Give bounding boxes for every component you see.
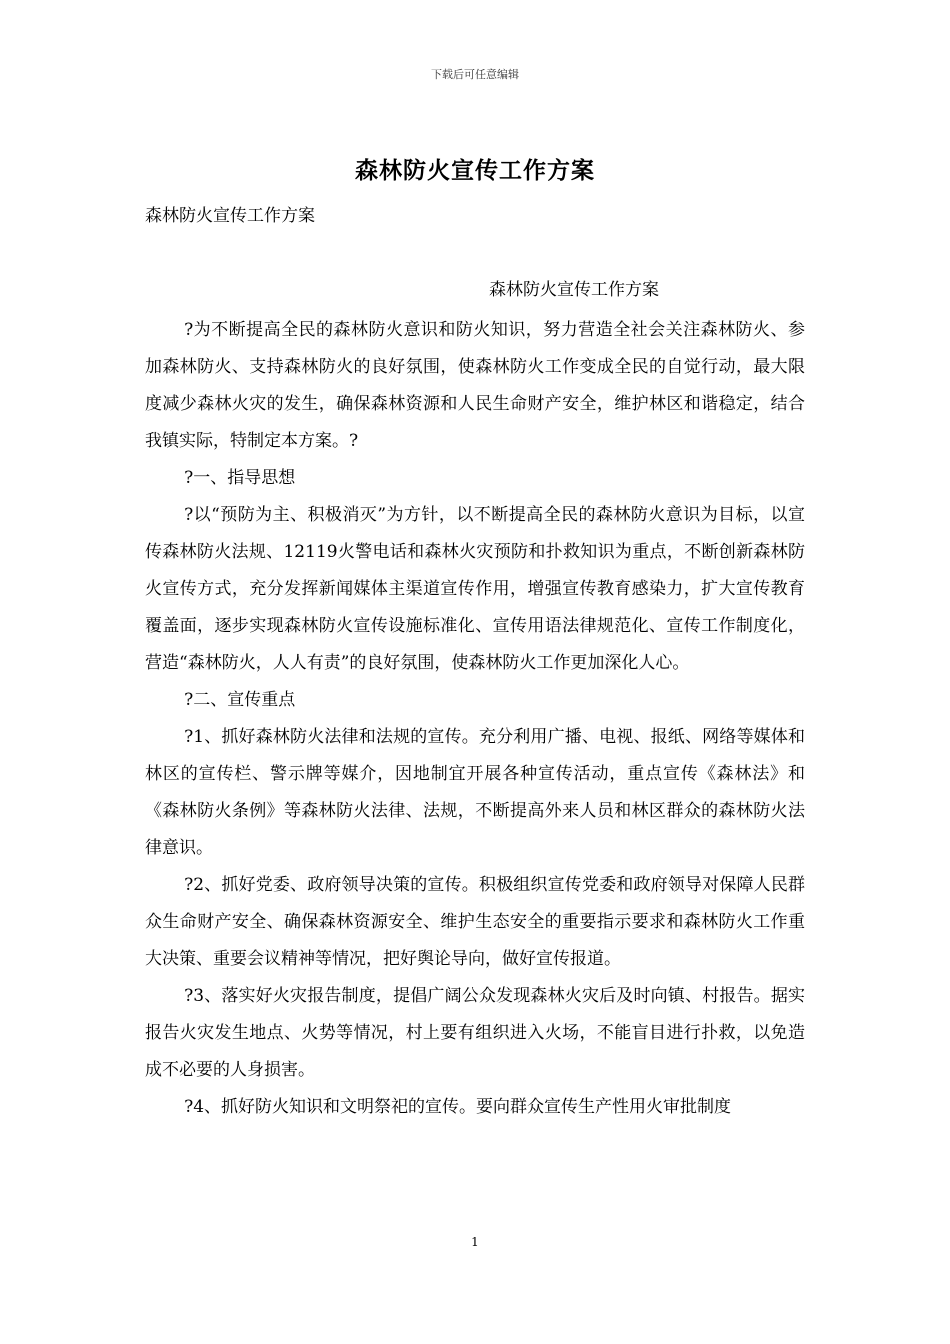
header-note: 下载后可任意编辑: [431, 68, 519, 81]
centered-title: 森林防火宣传工作方案: [489, 280, 659, 300]
heading-guiding-ideology: ?一、指导思想: [184, 468, 296, 488]
paragraph-point-2: ?2、抓好党委、政府领导决策的宣传。积极组织宣传党委和政府领导对保障人民群众生命财产安全、确保森林资源安全、维护生态安全的重要指示要求和森林防火工作重大决策、重要会议精神等情况，把好舆论导向，做好宣传报道。: [145, 875, 805, 969]
page-number: 1: [471, 1235, 479, 1249]
paragraph-point-1: ?1、抓好森林防火法律和法规的宣传。充分利用广播、电视、报纸、网络等媒体和林区的宣传栏、警示牌等媒介，因地制宜开展各种宣传活动，重点宣传《森林法》和《森林防火条例》等森林防火法律、法规，不断提高外来人员和林区群众的森林防火法律意识。: [145, 727, 805, 858]
document-body: [145, 312, 805, 1126]
paragraph-point-3: ?3、落实好火灾报告制度，提倡广阔公众发现森林火灾后及时向镇、村报告。据实报告火灾发生地点、火势等情况，村上要有组织进入火场，不能盲目进行扑救，以免造成不必要的人身损害。: [145, 986, 805, 1080]
paragraph-guiding-ideology: ?以“预防为主、积极消灭”为方针，以不断提高全民的森林防火意识为目标，以宣传森林防火法规、12119火警电话和森林火灾预防和扑救知识为重点，不断创新森林防火宣传方式，充分发挥新闻媒体主渠道宣传作用，增强宣传教育感染力，扩大宣传教育覆盖面，逐步实现森林防火宣传设施标准化、宣传用语法律规范化、宣传工作制度化，营造“森林防火，人人有责”的良好氛围，使森林防火工作更加深化人心。: [145, 505, 805, 673]
paragraph-point-4: ?4、抓好防火知识和文明祭祀的宣传。要向群众宣传生产性用火审批制度: [184, 1097, 732, 1117]
document-title: 森林防火宣传工作方案: [355, 157, 595, 184]
heading-key-points: ?二、宣传重点: [184, 690, 296, 710]
paragraph-intro: ?为不断提高全民的森林防火意识和防火知识，努力营造全社会关注森林防火、参加森林防火、支持森林防火的良好氛围，使森林防火工作变成全民的自觉行动，最大限度减少森林火灾的发生，确保森林资源和人民生命财产安全，维护林区和谐稳定，结合我镇实际，特制定本方案。?: [145, 320, 805, 451]
document-subtitle: 森林防火宣传工作方案: [145, 206, 315, 226]
